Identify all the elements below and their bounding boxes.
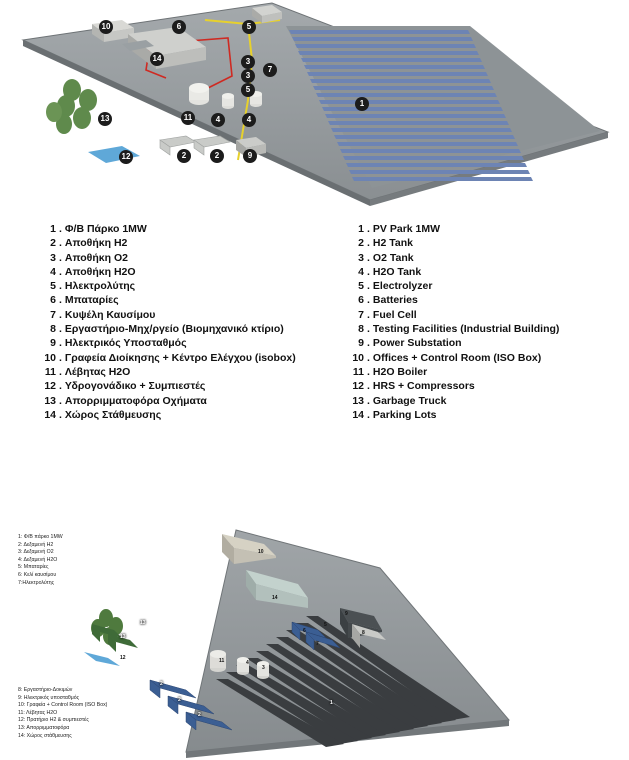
legend-separator: .	[367, 294, 370, 307]
mini-marker-8: 8	[362, 630, 365, 636]
legend-item	[36, 322, 326, 336]
legend-separator: .	[367, 251, 370, 264]
mini-marker-3: 3	[262, 665, 265, 671]
legend-separator: .	[59, 280, 62, 293]
legend-number: 14	[44, 408, 56, 421]
mini-marker-9: 9	[345, 611, 348, 617]
legend-english	[344, 222, 624, 422]
legend-item	[344, 265, 624, 279]
mini-marker-14: 14	[272, 595, 278, 601]
legend-number: 2	[50, 237, 56, 250]
legend-item	[36, 251, 326, 265]
legend-label: Parking Lots	[372, 408, 437, 421]
legend-item	[36, 379, 326, 393]
legend-label: Electrolyzer	[372, 280, 433, 293]
legend-number: 13	[44, 394, 56, 407]
legend-number: 14	[352, 408, 364, 421]
legend-item	[36, 394, 326, 408]
legend-label: H2 Tank	[372, 237, 413, 250]
legend-item	[36, 222, 326, 236]
mini-legend-item: 6: Κελί καυσίμου	[18, 571, 57, 578]
legend-label: H2O Tank	[372, 265, 422, 278]
marker-7: 7	[263, 63, 277, 77]
legend-number: 1	[50, 223, 56, 235]
marker-12: 12	[119, 150, 133, 164]
legend-label: Εργαστήριο-Μηχ/ργείο (Βιομηχανικό κτίριο)	[64, 323, 284, 336]
legend-item	[36, 408, 326, 422]
legend-number: 8	[50, 323, 56, 336]
legend-separator: .	[367, 323, 370, 336]
mini-legend-item: 10: Γραφεία + Control Room (ISO Box)	[18, 702, 108, 709]
legend-separator: .	[59, 394, 62, 407]
legend-separator: .	[367, 280, 370, 293]
marker-5b: 5	[241, 83, 255, 97]
pond-bottom	[84, 652, 120, 666]
legend-number: 12	[352, 380, 364, 393]
legend-separator: .	[59, 337, 62, 350]
legend-label: Απορριμματοφόρα Οχήματα	[64, 394, 207, 407]
mini-marker-7: 7	[316, 641, 319, 647]
mini-legend-item: 4: Δεξαμενή H2O	[18, 556, 58, 563]
mini-legend-item: 3: Δεξαμενή Ο2	[18, 549, 54, 556]
mini-marker-2a: 2	[160, 681, 163, 687]
legend-item	[36, 365, 326, 379]
legend-item	[36, 236, 326, 250]
mini-marker-12: 12	[120, 655, 126, 661]
legend-item	[344, 279, 624, 293]
legend-number: 10	[44, 351, 56, 364]
legend-separator: .	[59, 380, 62, 393]
marker-3a: 3	[241, 55, 255, 69]
marker-9: 9	[243, 149, 257, 163]
legend-separator: .	[367, 351, 370, 364]
legend-label: Αποθήκη Ο2	[64, 251, 128, 264]
legend-label: Κυψέλη Καυσίμου	[64, 308, 156, 321]
mini-marker-11: 11	[219, 658, 225, 664]
bottom-legend-top	[18, 534, 63, 587]
mini-legend-item: 8: Εργαστήριο-Δοκιμών	[18, 687, 73, 693]
legend-separator: .	[59, 323, 62, 336]
marker-2a: 2	[177, 149, 191, 163]
legend-label: Φ/Β Πάρκο 1MW	[64, 223, 147, 235]
legend-label: Αποθήκη H2O	[64, 265, 136, 278]
legend-number: 4	[50, 265, 56, 278]
marker-5a: 5	[242, 20, 256, 34]
legend-label: H2O Boiler	[372, 365, 428, 378]
marker-6: 6	[172, 20, 186, 34]
legend-number: 5	[358, 280, 364, 293]
legend-separator: .	[59, 251, 62, 264]
legend-item	[36, 351, 326, 365]
mini-legend-item: 1: Φ/Β πάρκο 1MW	[18, 534, 63, 540]
legend-separator: .	[367, 408, 370, 421]
bottom-legend-bottom	[18, 687, 107, 740]
legend-item	[344, 394, 624, 408]
marker-2b: 2	[210, 149, 224, 163]
legend-item	[36, 293, 326, 307]
mini-marker-1: 1	[330, 700, 333, 706]
top-site-diagram	[0, 0, 629, 208]
legend-separator: .	[59, 351, 62, 364]
legend-label: Fuel Cell	[372, 308, 417, 321]
mini-marker-5: 5	[324, 622, 327, 628]
legend-separator: .	[367, 394, 370, 407]
legend-number: 8	[358, 323, 364, 336]
marker-4b: 4	[242, 113, 256, 127]
legend-item	[36, 336, 326, 350]
legend-number: 5	[50, 280, 56, 293]
marker-4a: 4	[211, 113, 225, 127]
legend-number: 12	[44, 380, 56, 393]
legend-number: 7	[358, 308, 364, 321]
legend-separator: .	[367, 308, 370, 321]
legend-item	[344, 251, 624, 265]
legend-item	[36, 279, 326, 293]
legend-separator: .	[59, 265, 62, 278]
legend-label: Offices + Control Room (ISO Box)	[372, 351, 542, 364]
legend-label: Batteries	[372, 294, 418, 307]
legend-label: Ηλεκτρολύτης	[64, 280, 136, 293]
mini-marker-10: 10	[258, 549, 264, 555]
legend-item	[344, 351, 624, 365]
marker-11: 11	[181, 111, 195, 125]
legend-number: 11	[44, 365, 56, 378]
legend-number: 6	[358, 294, 364, 307]
legend-separator: .	[367, 265, 370, 278]
legend-label: Χώρος Στάθμευσης	[64, 408, 162, 421]
legend-label: HRS + Compressors	[372, 380, 475, 393]
marker-3b: 3	[241, 69, 255, 83]
legend-number: 2	[358, 237, 364, 250]
mini-legend-item: 2: Δεξαμενή Η2	[18, 541, 54, 548]
legend-number: 1	[358, 223, 364, 235]
legend-number: 7	[50, 308, 56, 321]
mini-legend-item: 7:Ηλεκτρολύτης	[18, 579, 55, 586]
legend-number: 10	[352, 351, 364, 364]
legend-item	[344, 293, 624, 307]
legend-label: Αποθήκη Η2	[64, 237, 128, 250]
mini-marker-4: 4	[246, 660, 249, 666]
mini-legend-item: 14: Χώρος στάθμευσης	[18, 732, 72, 739]
legend-separator: .	[59, 365, 62, 378]
legend-separator: .	[59, 408, 62, 421]
legend-separator: .	[59, 223, 62, 235]
legend-item	[36, 265, 326, 279]
legend-label: Ηλεκτρικός Υποσταθμός	[64, 337, 187, 350]
mini-marker-13a: 13	[140, 620, 146, 626]
legend-separator: .	[367, 337, 370, 350]
mini-marker-2c: 2	[198, 712, 201, 718]
marker-10: 10	[99, 20, 113, 34]
legend-label: Μπαταρίες	[64, 294, 119, 307]
legend-label: Υδρογονάδικο + Συμπιεστές	[64, 380, 206, 393]
legend-number: 9	[358, 337, 364, 350]
mini-marker-2b: 2	[178, 697, 181, 703]
legend-label: Γραφεία Διοίκησης + Κέντρο Ελέγχου (isobox)	[64, 351, 296, 364]
legend-separator: .	[59, 294, 62, 307]
legend-separator: .	[367, 237, 370, 250]
legend-label: Testing Facilities (Industrial Building)	[372, 323, 560, 336]
legend-number: 3	[358, 251, 364, 264]
legend-number: 4	[358, 265, 364, 278]
legend-label: Garbage Truck	[372, 394, 447, 407]
legend-separator: .	[367, 223, 370, 235]
mini-legend-item: 13: Απορριμματοφόρα	[18, 724, 70, 731]
legend-item	[344, 365, 624, 379]
legend-number: 11	[352, 365, 364, 378]
mini-legend-item: 11: Λέβητας H2O	[18, 709, 58, 716]
legend-number: 13	[352, 394, 364, 407]
legend-separator: .	[367, 365, 370, 378]
marker-1: 1	[355, 97, 369, 111]
mini-legend-item: 12: Πρατήριο Η2 & συμπιεστές	[18, 717, 89, 724]
trees	[46, 79, 97, 134]
legend-separator: .	[59, 308, 62, 321]
legend-label: Power Substation	[372, 337, 462, 350]
legend-number: 3	[50, 251, 56, 264]
legend-item	[344, 322, 624, 336]
legend-item	[344, 408, 624, 422]
legend-item	[344, 236, 624, 250]
legend-label: PV Park 1MW	[372, 223, 441, 235]
legend-item	[344, 308, 624, 322]
marker-14: 14	[150, 52, 164, 66]
legend-label: Λέβητας H2O	[64, 365, 131, 378]
mini-marker-6: 6	[303, 628, 306, 634]
legend-label: O2 Tank	[372, 251, 414, 264]
marker-13: 13	[98, 112, 112, 126]
mini-legend-item: 5: Μπαταρίες	[18, 564, 49, 571]
legend-item	[344, 222, 624, 236]
mini-legend-item: 9: Ηλεκτρικός υποσταθμός	[18, 694, 80, 701]
mini-marker-13b: 13	[120, 634, 126, 640]
legend-number: 9	[50, 337, 56, 350]
legend	[0, 222, 629, 421]
legend-separator: .	[59, 237, 62, 250]
legend-item	[344, 379, 624, 393]
legend-number: 6	[50, 294, 56, 307]
legend-greek	[36, 222, 326, 422]
legend-item	[36, 308, 326, 322]
legend-separator: .	[367, 380, 370, 393]
legend-item	[344, 336, 624, 350]
